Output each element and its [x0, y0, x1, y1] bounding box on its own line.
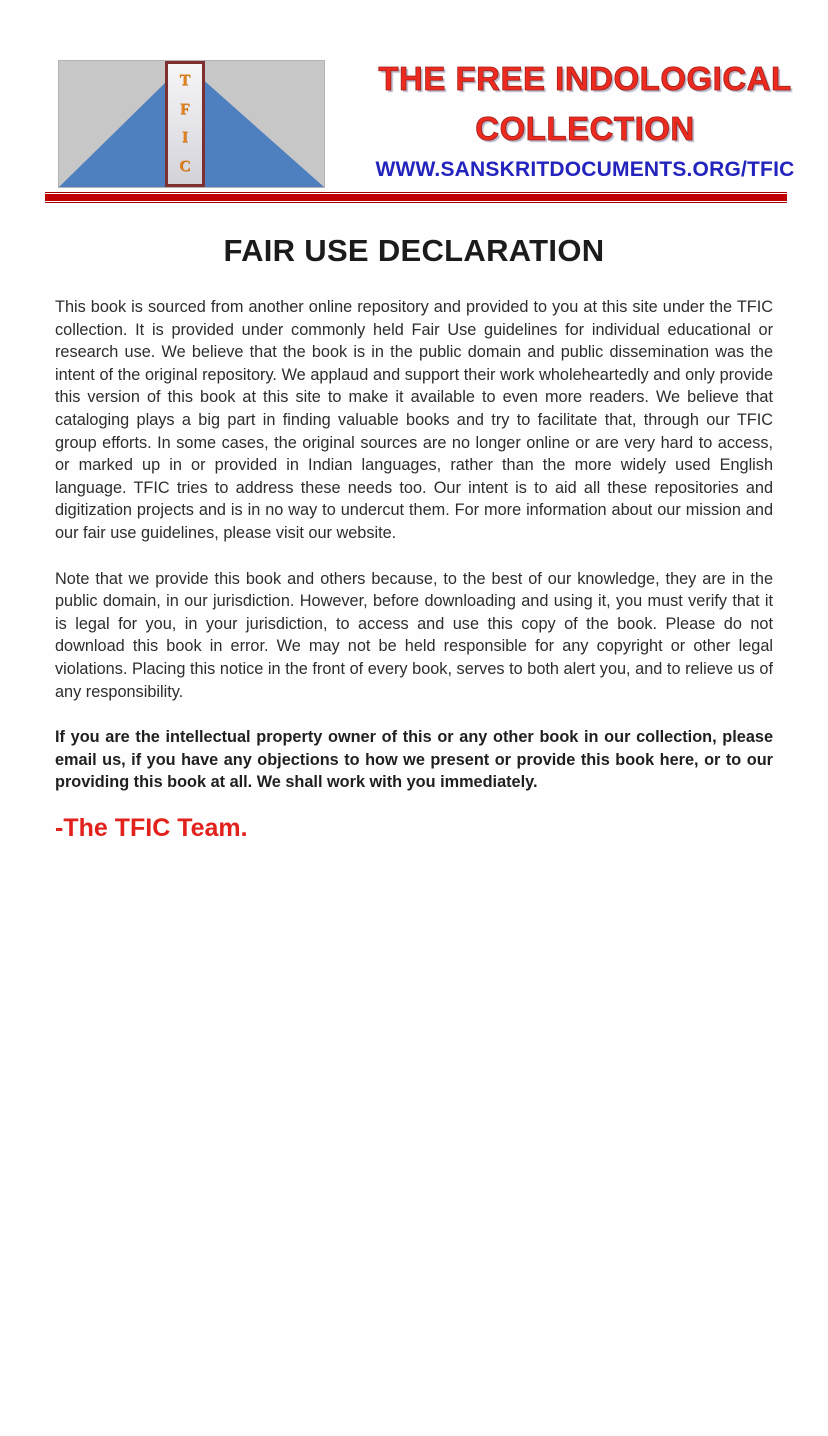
tfic-logo — [58, 60, 325, 188]
website-url: WWW.SANSKRITDOCUMENTS.ORG/TFIC — [375, 158, 795, 181]
document-body — [55, 296, 773, 842]
page-title: FAIR USE DECLARATION — [223, 233, 605, 268]
tfic-team-signature: -The TFIC Team. — [55, 813, 248, 842]
copyright-owner-notice: If you are the intellectual property owner of this or any other book in our collection, please email us, if you have any objections to how we present or provide this book here, or to our providing this book at all. We shall work with you immediately. — [55, 728, 773, 792]
logo-pillar — [165, 61, 205, 187]
collection-title-line1: THE FREE INDOLOGICAL — [378, 60, 792, 97]
fair-use-paragraph-2: Note that we provide this book and others because, to the best of our knowledge, they are in the public domain, in our jurisdiction. However, before downloading and using it, you must verify that it is legal for you, in your jurisdiction, to access and use this copy of the book. Please do not download this book in error. We may not be held responsible for any copyright or other legal violations. Placing this notice in the front of every book, serves to both alert you, and to relieve us of any responsibility. — [55, 569, 773, 701]
header-divider-rule — [45, 192, 787, 203]
header-title-block — [362, 54, 808, 182]
logo-letter-i: I — [181, 129, 188, 147]
logo-letter-t: T — [179, 72, 191, 89]
fair-use-paragraph-1: This book is sourced from another online repository and provided to you at this site under the TFIC collection. It is provided under commonly held Fair Use guidelines for individual educational or research use. We believe that the book is in the public domain and public dissemination was the intent of the original repository. We applaud and support their work wholeheartedly and only provide this version of this book at this site to make it available to even more readers. We believe that cataloging plays a big part in finding valuable books and try to facilitate that, through our TFIC group efforts. In some cases, the original sources are no longer online or are very hard to access, or marked up in or provided in Indian languages, rather than the more widely used English language. TFIC tries to address these needs too. Our intent is to aid all these repositories and digitization projects and is in no way to undercut them. For more information about our mission and our fair use guidelines, please visit our website. — [55, 298, 773, 542]
collection-title-line2: COLLECTION — [475, 110, 695, 147]
logo-letter-c: C — [179, 157, 191, 175]
logo-letter-f: F — [179, 100, 190, 118]
